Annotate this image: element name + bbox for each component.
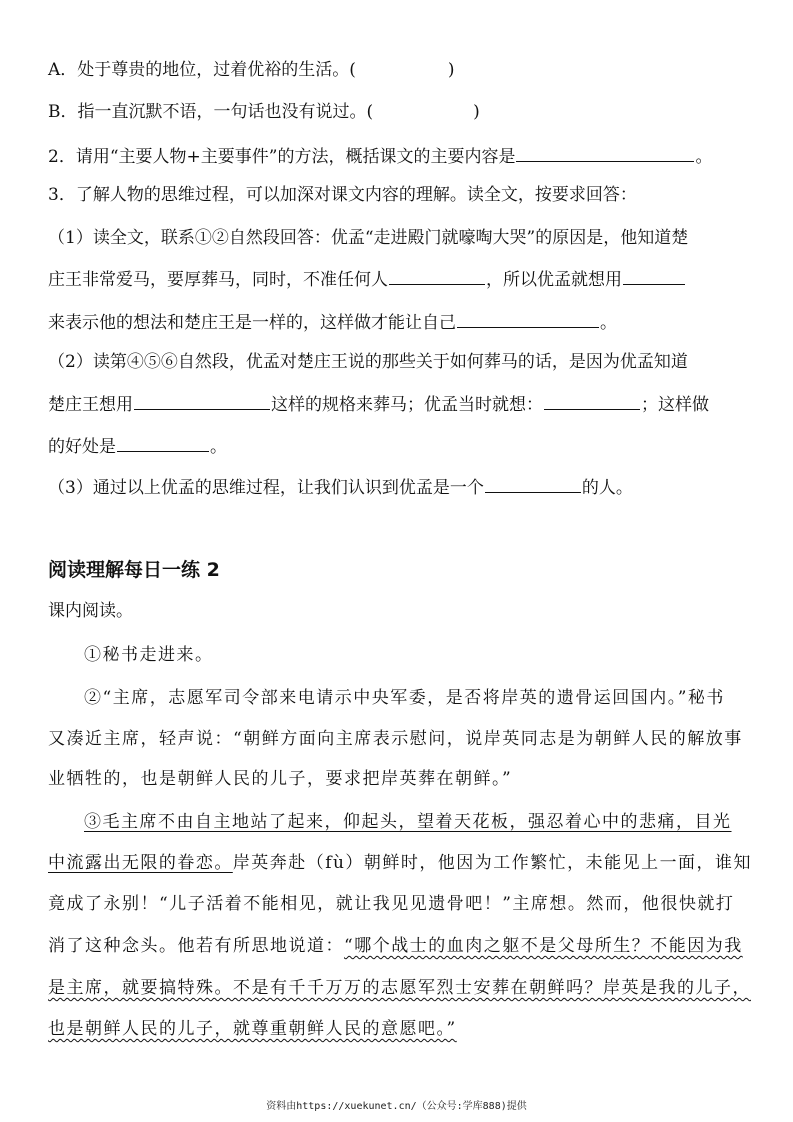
question-3-part1-line3: 来表示他的想法和楚庄王是一样的，这样做才能让自己 。: [48, 309, 617, 335]
passage-para-3-line4: 消了这种念头。他若有所思地说道：“哪个战士的血肉之躯不是父母所生？不能因为我: [48, 936, 743, 956]
answer-blank[interactable]: [485, 474, 581, 493]
passage-para-2-line2: 又凑近主席，轻声说：“朝鲜方面向主席表示慰问，说岸英同志是为朝鲜人民的解放事: [48, 729, 743, 749]
answer-blank[interactable]: [516, 143, 694, 162]
question-3-part2-line1: （2）读第④⑤⑥自然段，优孟对楚庄王说的那些关于如何葬马的话，是因为优孟知道: [48, 352, 688, 372]
passage-para-2-line3: 业牺牲的，也是朝鲜人民的儿子，要求把岸英葬在朝鲜。”: [48, 769, 513, 789]
answer-blank[interactable]: [457, 309, 599, 328]
answer-blank[interactable]: [117, 433, 209, 452]
option-a: A．处于尊贵的地位，过着优裕的生活。( ): [48, 60, 455, 80]
passage-para-3-line5: 是主席，就要搞特殊。不是有千千万万的志愿军烈士安葬在朝鲜吗？岸英是我的儿子，: [48, 978, 751, 998]
passage-para-3-line2: 中流露出无限的眷恋。岸英奔赴（fù）朝鲜时，他因为工作繁忙，未能见上一面，谁知: [48, 853, 752, 873]
option-b: B．指一直沉默不语，一句话也没有说过。( ): [48, 102, 480, 122]
passage-para-3-line1: ③毛主席不由自主地站了起来，仰起头，望着天花板，强忍着心中的悲痛，目光: [84, 812, 732, 832]
question-3-part2-line3: 的好处是 。: [48, 433, 227, 459]
passage-para-1: ①秘书走进来。: [84, 645, 214, 665]
passage-para-2-line1: ②“主席，志愿军司令部来电请示中央军委，是否将岸英的遗骨运回国内。”秘书: [84, 688, 725, 708]
question-3-part1-line2: 庄王非常爱马，要厚葬马，同时，不准任何人 ，所以优孟就想用: [48, 266, 686, 292]
answer-blank[interactable]: [544, 391, 640, 410]
section-subtitle: 课内阅读。: [48, 601, 133, 621]
passage-para-3-line6: 也是朝鲜人民的儿子，就尊重朝鲜人民的意愿吧。”: [48, 1019, 457, 1039]
question-3-part3: （3）通过以上优孟的思维过程，让我们认识到优孟是一个 的人。: [48, 474, 633, 500]
answer-blank[interactable]: [389, 266, 485, 285]
passage-para-3-line3: 竟成了永别！“儿子活着不能相见，就让我见见遗骨吧！”主席想。然而，他很快就打: [48, 894, 735, 914]
question-3-intro: 3．了解人物的思维过程，可以加深对课文内容的理解。读全文，按要求回答：: [48, 185, 637, 205]
page-footer: 资料由https://xuekunet.cn/（公众号:学库888)提供: [266, 1101, 527, 1112]
section-title: 阅读理解每日一练 2: [48, 559, 220, 581]
question-3-part1-line1: （1）读全文，联系①②自然段回答：优孟“走进殿门就嚎啕大哭”的原因是，他知道楚: [48, 228, 689, 248]
answer-blank[interactable]: [623, 266, 685, 285]
answer-blank[interactable]: [134, 391, 270, 410]
question-2: 2．请用“主要人物+主要事件”的方法，概括课文的主要内容是 。: [48, 143, 712, 169]
question-3-part2-line2: 楚庄王想用 这样的规格来葬马；优孟当时就想： ；这样做: [48, 391, 709, 417]
